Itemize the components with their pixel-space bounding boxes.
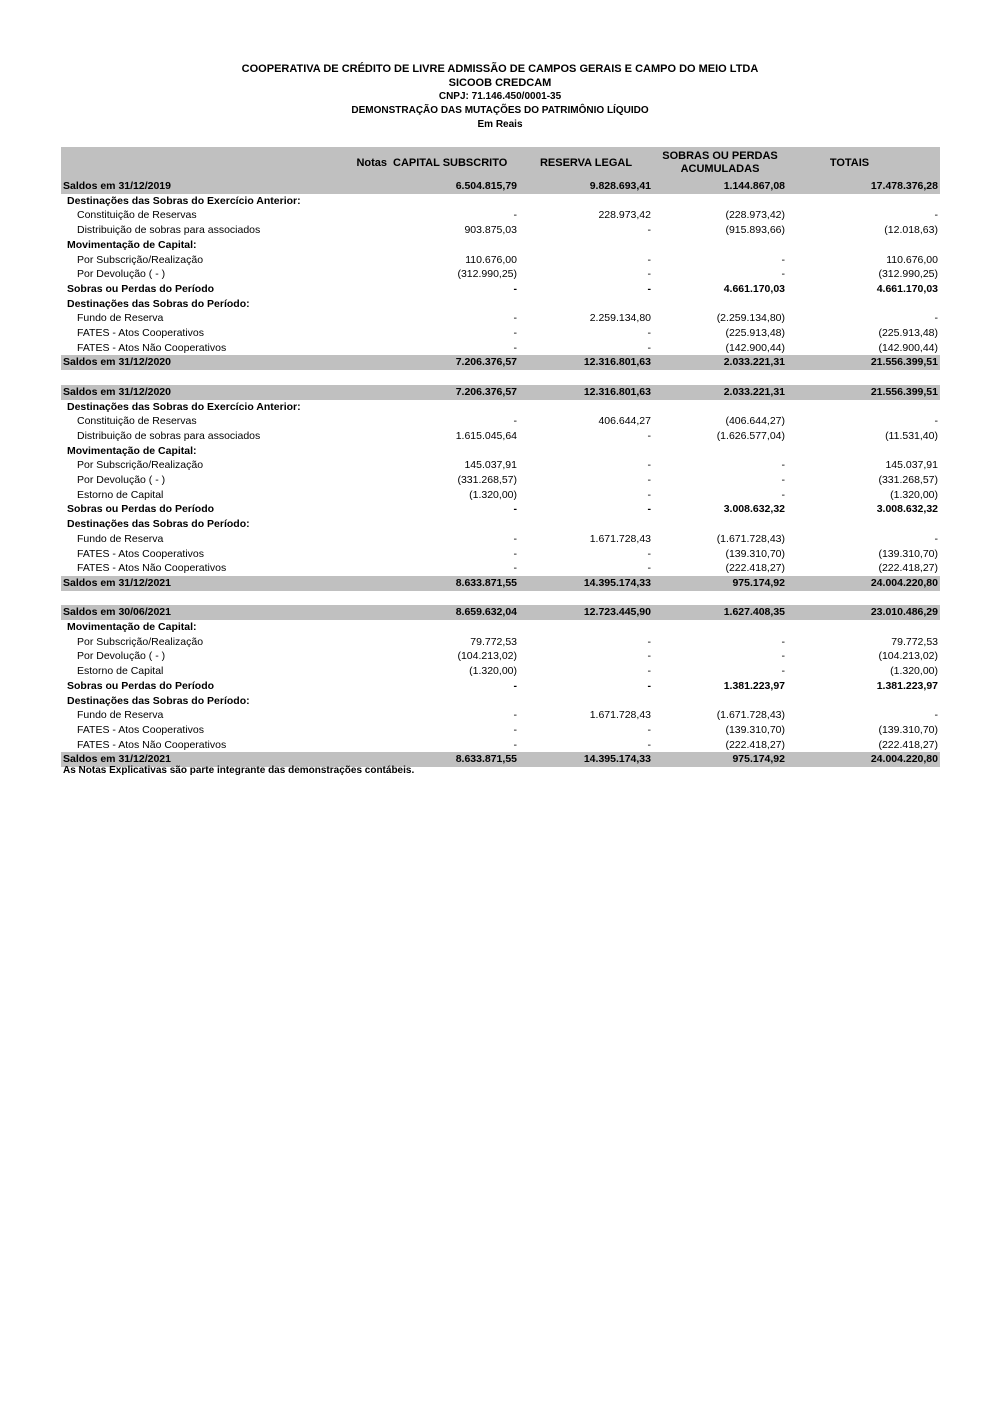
reserva-cell [519,238,653,253]
row-label: Saldos em 31/12/2020 [61,355,351,370]
notas-cell [351,502,393,517]
row-label: Fundo de Reserva [77,532,164,545]
sobras-cell: (139.310,70) [725,723,785,736]
capital-cell: - [513,282,517,295]
capital-cell: (104.213,02) [457,650,517,663]
reserva-cell [519,694,653,709]
row-label: FATES - Atos Cooperativos [77,547,205,560]
reserva-cell: - [647,547,651,560]
table-row [61,708,940,723]
col-header-notas: Notas [351,147,393,179]
sobras-cell: - [781,459,785,472]
row-label: Destinações das Sobras do Período: [67,297,250,310]
capital-cell [393,238,519,253]
table-row [61,341,940,356]
row-label: Por Devolução ( - ) [77,268,166,281]
reserva-cell: 14.395.174,33 [519,576,653,591]
reserva-cell: - [647,723,651,736]
totais-cell [787,620,940,635]
totais-cell: (104.213,02) [878,650,938,663]
capital-cell: 1.615.045,64 [455,429,517,442]
reserva-cell: 2.259.134,80 [589,312,651,325]
statement-title: DEMONSTRAÇÃO DAS MUTAÇÕES DO PATRIMÔNIO LÍQUIDO [351,105,649,116]
sobras-cell [653,620,787,635]
reserva-cell: - [647,253,651,266]
sobras-cell [653,238,787,253]
notas-cell [351,194,393,209]
reserva-cell: - [647,474,651,487]
reserva-cell [519,591,653,606]
reserva-cell: - [647,562,651,575]
reserva-cell: - [647,282,651,295]
capital-cell: - [513,209,517,222]
sobras-cell: (139.310,70) [725,547,785,560]
sobras-cell: (222.418,27) [725,738,785,751]
table-row [61,649,940,664]
row-label: Saldos em 31/12/2021 [61,576,351,591]
reserva-cell [519,194,653,209]
totais-cell [787,238,940,253]
sobras-cell: - [781,635,785,648]
notas-cell [351,605,393,620]
table-row [61,547,940,562]
notas-cell [351,253,393,268]
totais-cell [787,297,940,312]
totais-cell: - [934,415,938,428]
totais-cell [787,517,940,532]
row-label: Distribuição de sobras para associados [77,429,261,442]
sobras-cell: (222.418,27) [725,562,785,575]
sobras-cell: 1.144.867,08 [653,179,787,194]
totais-cell: 23.010.486,29 [787,605,940,620]
reserva-cell: - [647,488,651,501]
reserva-cell: - [647,650,651,663]
notas-cell [351,723,393,738]
reserva-cell: 228.973,42 [598,209,651,222]
notas-cell [351,679,393,694]
notas-cell [351,458,393,473]
notas-cell [351,591,393,606]
row-label: Fundo de Reserva [77,312,164,325]
table-row [61,458,940,473]
capital-cell [393,620,519,635]
capital-cell: (1.320,00) [469,488,517,501]
row-label: Saldos em 31/12/2019 [61,179,351,194]
row-label: Saldos em 31/12/2020 [61,385,351,400]
capital-cell: 79.772,53 [470,635,517,648]
reserva-cell: 1.671.728,43 [589,532,651,545]
row-label: Movimentação de Capital: [67,621,197,634]
notas-cell [351,635,393,650]
table-row [61,488,940,503]
totais-cell: (312.990,25) [878,268,938,281]
capital-cell: - [513,723,517,736]
totais-cell: 17.478.376,28 [787,179,940,194]
table-row [61,179,940,194]
col-header-totais: TOTAIS [787,147,940,179]
notas-cell [351,326,393,341]
notas-cell [351,517,393,532]
row-label: Constituição de Reservas [77,209,197,222]
capital-cell: 8.633.871,55 [393,576,519,591]
col-header-capital: CAPITAL SUBSCRITO [393,147,519,179]
table-row [61,664,940,679]
capital-cell: - [513,341,517,354]
row-label: Por Devolução ( - ) [77,474,166,487]
sobras-cell: - [781,268,785,281]
sobras-cell [653,194,787,209]
capital-cell: 145.037,91 [464,459,517,472]
capital-cell: 8.659.632,04 [393,605,519,620]
table-row [61,194,940,209]
reserva-cell: - [647,268,651,281]
capital-cell: - [513,709,517,722]
totais-cell: (331.268,57) [878,474,938,487]
equity-changes-table [61,147,940,767]
row-label: Movimentação de Capital: [67,238,197,251]
sobras-cell: (1.671.728,43) [716,709,785,722]
capital-cell: (312.990,25) [457,268,517,281]
sobras-cell: (228.973,42) [725,209,785,222]
notas-cell [351,444,393,459]
reserva-cell: - [647,224,651,237]
reserva-cell: 406.644,27 [598,415,651,428]
capital-cell: - [513,312,517,325]
notas-cell [351,341,393,356]
row-label: Destinações das Sobras do Exercício Anterior: [67,400,301,413]
row-label: Por Subscrição/Realização [77,253,204,266]
sobras-cell: 4.661.170,03 [723,282,785,295]
totais-cell: - [934,209,938,222]
reserva-cell: - [647,327,651,340]
totais-cell [787,694,940,709]
sobras-cell: (1.671.728,43) [716,532,785,545]
row-label: Por Devolução ( - ) [77,650,166,663]
capital-cell: - [513,738,517,751]
table-row [61,738,940,753]
table-row [61,605,940,620]
row-label: Saldos em 31/12/2021 [61,752,351,767]
table-body [61,179,940,767]
sobras-cell: (2.259.134,80) [716,312,785,325]
sobras-cell: (406.644,27) [725,415,785,428]
row-label: FATES - Atos Não Cooperativos [77,562,227,575]
row-label [61,370,351,385]
sobras-cell [653,694,787,709]
sobras-cell: (915.893,66) [725,224,785,237]
totais-cell: (1.320,00) [890,665,938,678]
sobras-cell: 3.008.632,32 [723,503,785,516]
capital-cell: - [513,532,517,545]
capital-cell [393,297,519,312]
sobras-cell: 975.174,92 [653,752,787,767]
table-row [61,297,940,312]
document-header [0,62,1000,132]
row-label: FATES - Atos Cooperativos [77,327,205,340]
capital-cell [393,444,519,459]
notas-cell [351,400,393,415]
capital-cell [393,517,519,532]
row-label: Estorno de Capital [77,488,164,501]
reserva-cell: 12.316.801,63 [519,385,653,400]
spacer-row [61,370,940,385]
sobras-cell: 1.381.223,97 [723,679,785,692]
notas-cell [351,664,393,679]
company-name: COOPERATIVA DE CRÉDITO DE LIVRE ADMISSÃO DE CAMPOS GERAIS E CAMPO DO MEIO LTDA [241,63,759,75]
notas-cell [351,429,393,444]
sobras-cell: - [781,488,785,501]
row-label: Destinações das Sobras do Período: [67,694,250,707]
totais-cell [787,444,940,459]
footnote: As Notas Explicativas são parte integrante das demonstrações contábeis. [63,765,415,776]
table-row [61,561,940,576]
capital-cell: - [513,562,517,575]
notas-cell [351,561,393,576]
table-row [61,223,940,238]
table-row [61,267,940,282]
totais-cell: 79.772,53 [891,635,938,648]
row-label [61,591,351,606]
notas-cell [351,238,393,253]
notas-cell [351,179,393,194]
table-row [61,694,940,709]
table-row [61,473,940,488]
capital-cell [393,400,519,415]
row-label: FATES - Atos Não Cooperativos [77,341,227,354]
totais-cell: (225.913,48) [878,327,938,340]
table-row [61,502,940,517]
reserva-cell: 1.671.728,43 [589,709,651,722]
notas-cell [351,473,393,488]
capital-cell [393,370,519,385]
sobras-cell: 975.174,92 [653,576,787,591]
row-label: FATES - Atos Cooperativos [77,723,205,736]
totais-cell: (1.320,00) [890,488,938,501]
spacer-row [61,591,940,606]
sobras-cell [653,297,787,312]
capital-cell: 903.875,03 [464,224,517,237]
table-row [61,385,940,400]
capital-cell: 6.504.815,79 [393,179,519,194]
reserva-cell: 12.316.801,63 [519,355,653,370]
notas-cell [351,311,393,326]
sobras-cell: - [781,253,785,266]
totais-cell: (222.418,27) [878,738,938,751]
table-row [61,620,940,635]
reserva-cell: - [647,665,651,678]
totais-cell: 21.556.399,51 [787,355,940,370]
sobras-cell: (1.626.577,04) [716,429,785,442]
col-header-sobras [653,147,787,179]
notas-cell [351,576,393,591]
totais-cell [787,591,940,606]
totais-cell: 4.661.170,03 [876,282,938,295]
reserva-cell [519,370,653,385]
capital-cell: - [513,679,517,692]
capital-cell: - [513,547,517,560]
table-header-row [61,147,940,179]
notas-cell [351,547,393,562]
totais-cell: - [934,709,938,722]
totais-cell [787,194,940,209]
row-label: Destinações das Sobras do Período: [67,518,250,531]
sobras-cell: 2.033.221,31 [653,355,787,370]
sobras-cell: - [781,665,785,678]
reserva-cell [519,620,653,635]
reserva-cell: - [647,679,651,692]
capital-cell: 7.206.376,57 [393,385,519,400]
table-row [61,326,940,341]
notas-cell [351,355,393,370]
row-label: Saldos em 30/06/2021 [61,605,351,620]
table-row [61,311,940,326]
notas-cell [351,694,393,709]
totais-cell: 110.676,00 [886,253,938,266]
table-row [61,635,940,650]
notas-cell [351,620,393,635]
capital-cell [393,194,519,209]
capital-cell: (1.320,00) [469,665,517,678]
row-label: Fundo de Reserva [77,709,164,722]
sobras-cell [653,400,787,415]
trade-name: SICOOB CREDCAM [448,77,552,89]
notas-cell [351,738,393,753]
notas-cell [351,649,393,664]
capital-cell: (331.268,57) [457,474,517,487]
capital-cell: 110.676,00 [465,253,517,266]
reserva-cell [519,517,653,532]
table-row [61,400,940,415]
sobras-cell [653,517,787,532]
row-label: Destinações das Sobras do Exercício Anterior: [67,194,301,207]
reserva-cell: - [647,341,651,354]
reserva-cell: - [647,429,651,442]
notas-cell [351,223,393,238]
reserva-cell [519,444,653,459]
totais-cell: (142.900,44) [878,341,938,354]
notas-cell [351,385,393,400]
reserva-cell: - [647,459,651,472]
totais-cell: - [934,312,938,325]
sobras-cell [653,444,787,459]
sobras-cell: (142.900,44) [725,341,785,354]
row-label: Por Subscrição/Realização [77,635,204,648]
cnpj: CNPJ: 71.146.450/0001-35 [438,91,562,102]
table-row [61,208,940,223]
reserva-cell: - [647,738,651,751]
totais-cell: (139.310,70) [878,723,938,736]
row-label: Por Subscrição/Realização [77,459,204,472]
row-label: Estorno de Capital [77,665,164,678]
sobras-cell: - [781,650,785,663]
totais-cell: (222.418,27) [878,562,938,575]
sobras-cell: 2.033.221,31 [653,385,787,400]
col-header-reserva: RESERVA LEGAL [519,147,653,179]
row-label: FATES - Atos Não Cooperativos [77,738,227,751]
capital-cell [393,694,519,709]
notas-cell [351,532,393,547]
totais-cell: 21.556.399,51 [787,385,940,400]
notas-cell [351,297,393,312]
table-row [61,517,940,532]
capital-cell [393,591,519,606]
sobras-cell [653,591,787,606]
table-row [61,253,940,268]
table-row [61,429,940,444]
notas-cell [351,708,393,723]
table-row [61,238,940,253]
sobras-cell: 1.627.408,35 [653,605,787,620]
col-header-sobras-line2: ACUMULADAS [680,163,760,175]
totais-cell: (139.310,70) [878,547,938,560]
reserva-cell: 14.395.174,33 [519,752,653,767]
col-header-sobras-line1: SOBRAS OU PERDAS [662,150,778,162]
reserva-cell: - [647,503,651,516]
totais-cell: 24.004.220,80 [787,752,940,767]
notas-cell [351,370,393,385]
table-row [61,414,940,429]
totais-cell: (12.018,63) [884,224,938,237]
notas-cell [351,488,393,503]
notas-cell [351,282,393,297]
reserva-cell [519,297,653,312]
sobras-cell: (225.913,48) [725,327,785,340]
table-row [61,679,940,694]
totais-cell [787,370,940,385]
row-label: Sobras ou Perdas do Período [67,503,215,516]
totais-cell: 3.008.632,32 [876,503,938,516]
sobras-cell: - [781,474,785,487]
table-row [61,576,940,591]
notas-cell [351,208,393,223]
capital-cell: - [513,503,517,516]
capital-cell: 8.633.871,55 [393,752,519,767]
reserva-cell [519,400,653,415]
capital-cell: 7.206.376,57 [393,355,519,370]
row-label: Sobras ou Perdas do Período [67,679,215,692]
reserva-cell: 12.723.445,90 [519,605,653,620]
totais-cell: 145.037,91 [885,459,938,472]
reserva-cell: 9.828.693,41 [519,179,653,194]
row-label: Sobras ou Perdas do Período [67,282,215,295]
totais-cell [787,400,940,415]
table-row [61,282,940,297]
row-label: Distribuição de sobras para associados [77,224,261,237]
sobras-cell [653,370,787,385]
capital-cell: - [513,327,517,340]
capital-cell: - [513,415,517,428]
totais-cell: 24.004.220,80 [787,576,940,591]
table-row [61,444,940,459]
totais-cell: (11.531,40) [885,429,938,442]
totais-cell: 1.381.223,97 [876,679,938,692]
header-label-cell [61,147,351,179]
currency-note: Em Reais [477,119,523,130]
row-label: Constituição de Reservas [77,415,197,428]
table-row [61,723,940,738]
notas-cell [351,414,393,429]
table-row [61,355,940,370]
totais-cell: - [934,532,938,545]
notas-cell [351,267,393,282]
reserva-cell: - [647,635,651,648]
row-label: Movimentação de Capital: [67,444,197,457]
table-row [61,532,940,547]
